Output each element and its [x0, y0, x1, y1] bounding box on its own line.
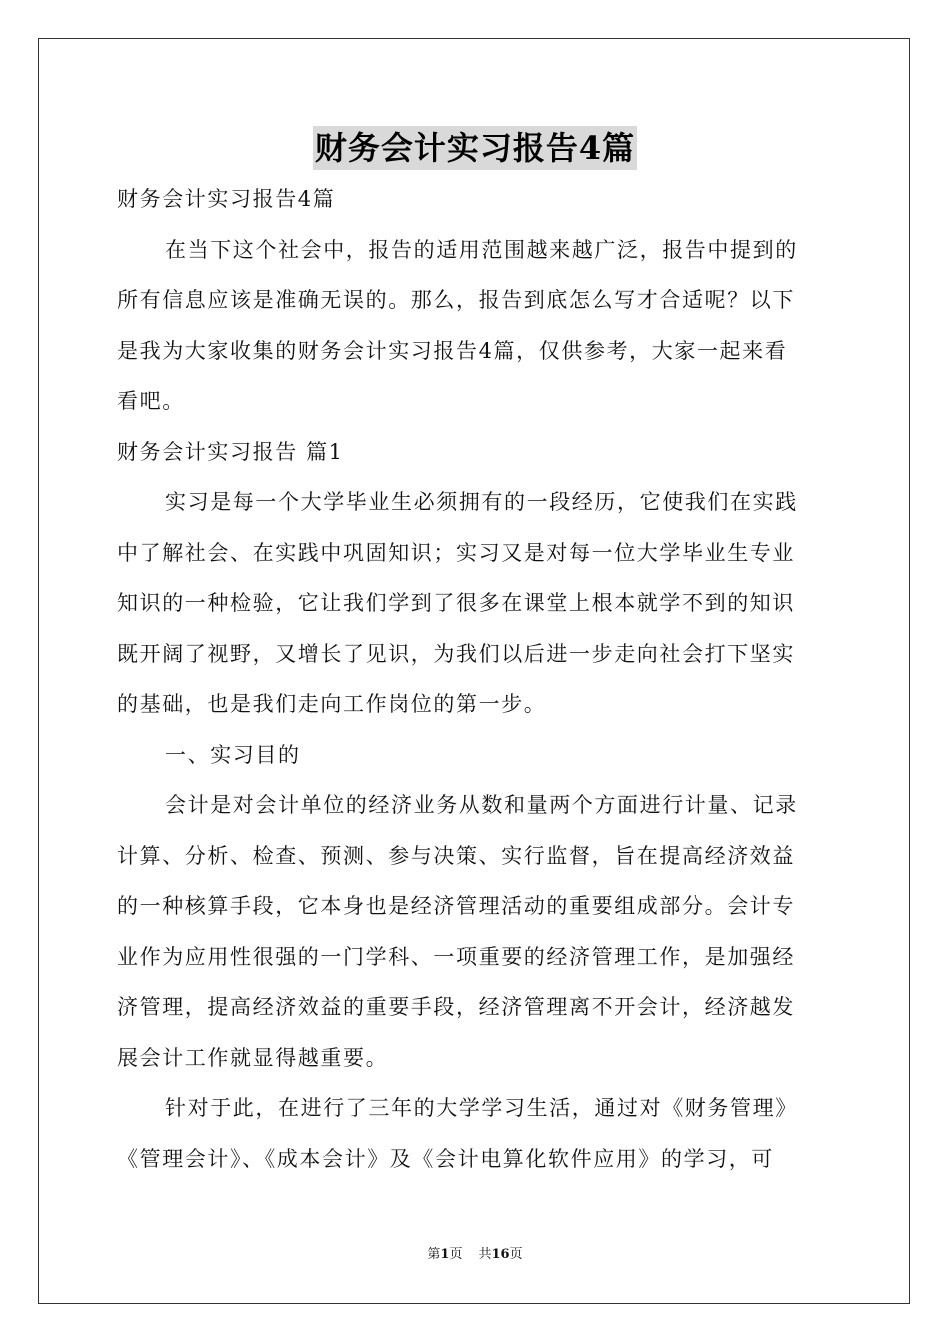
body-line: 知识的一种检验，它让我们学到了很多在课堂上根本就学不到的知识 [117, 591, 795, 615]
page-number: 1 [440, 1247, 450, 1262]
body-line: 济管理，提高经济效益的重要手段，经济管理离不开会计，经济越发 [117, 995, 795, 1019]
body-line: 计算、分析、检查、预测、参与决策、实行监督，旨在提高经济效益 [117, 843, 795, 868]
body-line: 既开阔了视野，又增长了见识，为我们以后进一步走向社会打下坚实 [117, 641, 795, 666]
document-body [117, 174, 833, 1184]
total-suffix: 页 [509, 1247, 523, 1262]
body-line: 《管理会计》、《成本会计》及《会计电算化软件应用》的学习，可 [117, 1146, 774, 1171]
body-line: 所有信息应该是准确无误的。那么，报告到底怎么写才合适呢？以下 [117, 288, 795, 312]
section-heading: 财务会计实习报告 篇1 [117, 439, 344, 464]
body-line: 实习是每一个大学毕业生必须拥有的一段经历，它使我们在实践 [165, 490, 798, 514]
body-line: 的基础，也是我们走向工作岗位的第一步。 [117, 692, 547, 716]
body-line: 看吧。 [117, 389, 185, 413]
body-line: 展会计工作就显得越重要。 [117, 1045, 389, 1070]
document-title: 财务会计实习报告4篇 [313, 126, 637, 170]
total-pages: 16 [491, 1247, 510, 1262]
page-footer [0, 1246, 950, 1264]
title-area [0, 126, 950, 170]
subsection-heading: 一、实习目的 [165, 742, 301, 767]
subtitle-line: 财务会计实习报告4篇 [117, 187, 336, 211]
body-line: 针对于此，在进行了三年的大学学习生活，通过对《财务管理》 [165, 1096, 798, 1120]
body-line: 的一种核算手段，它本身也是经济管理活动的重要组成部分。会计专 [117, 894, 795, 918]
body-line: 会计是对会计单位的经济业务从数和量两个方面进行计量、记录 [165, 793, 798, 817]
body-line: 业作为应用性很强的一门学科、一项重要的经济管理工作，是加强经 [117, 944, 795, 969]
body-line: 中了解社会、在实践中巩固知识；实习又是对每一位大学毕业生专业 [117, 540, 795, 565]
body-line: 在当下这个社会中，报告的适用范围越来越广泛，报告中提到的 [165, 237, 798, 262]
page-suffix: 页 [449, 1247, 463, 1262]
page-prefix: 第 [427, 1247, 441, 1262]
total-prefix: 共 [478, 1247, 492, 1262]
body-line: 是我为大家收集的财务会计实习报告4篇，仅供参考，大家一起来看 [117, 338, 788, 363]
